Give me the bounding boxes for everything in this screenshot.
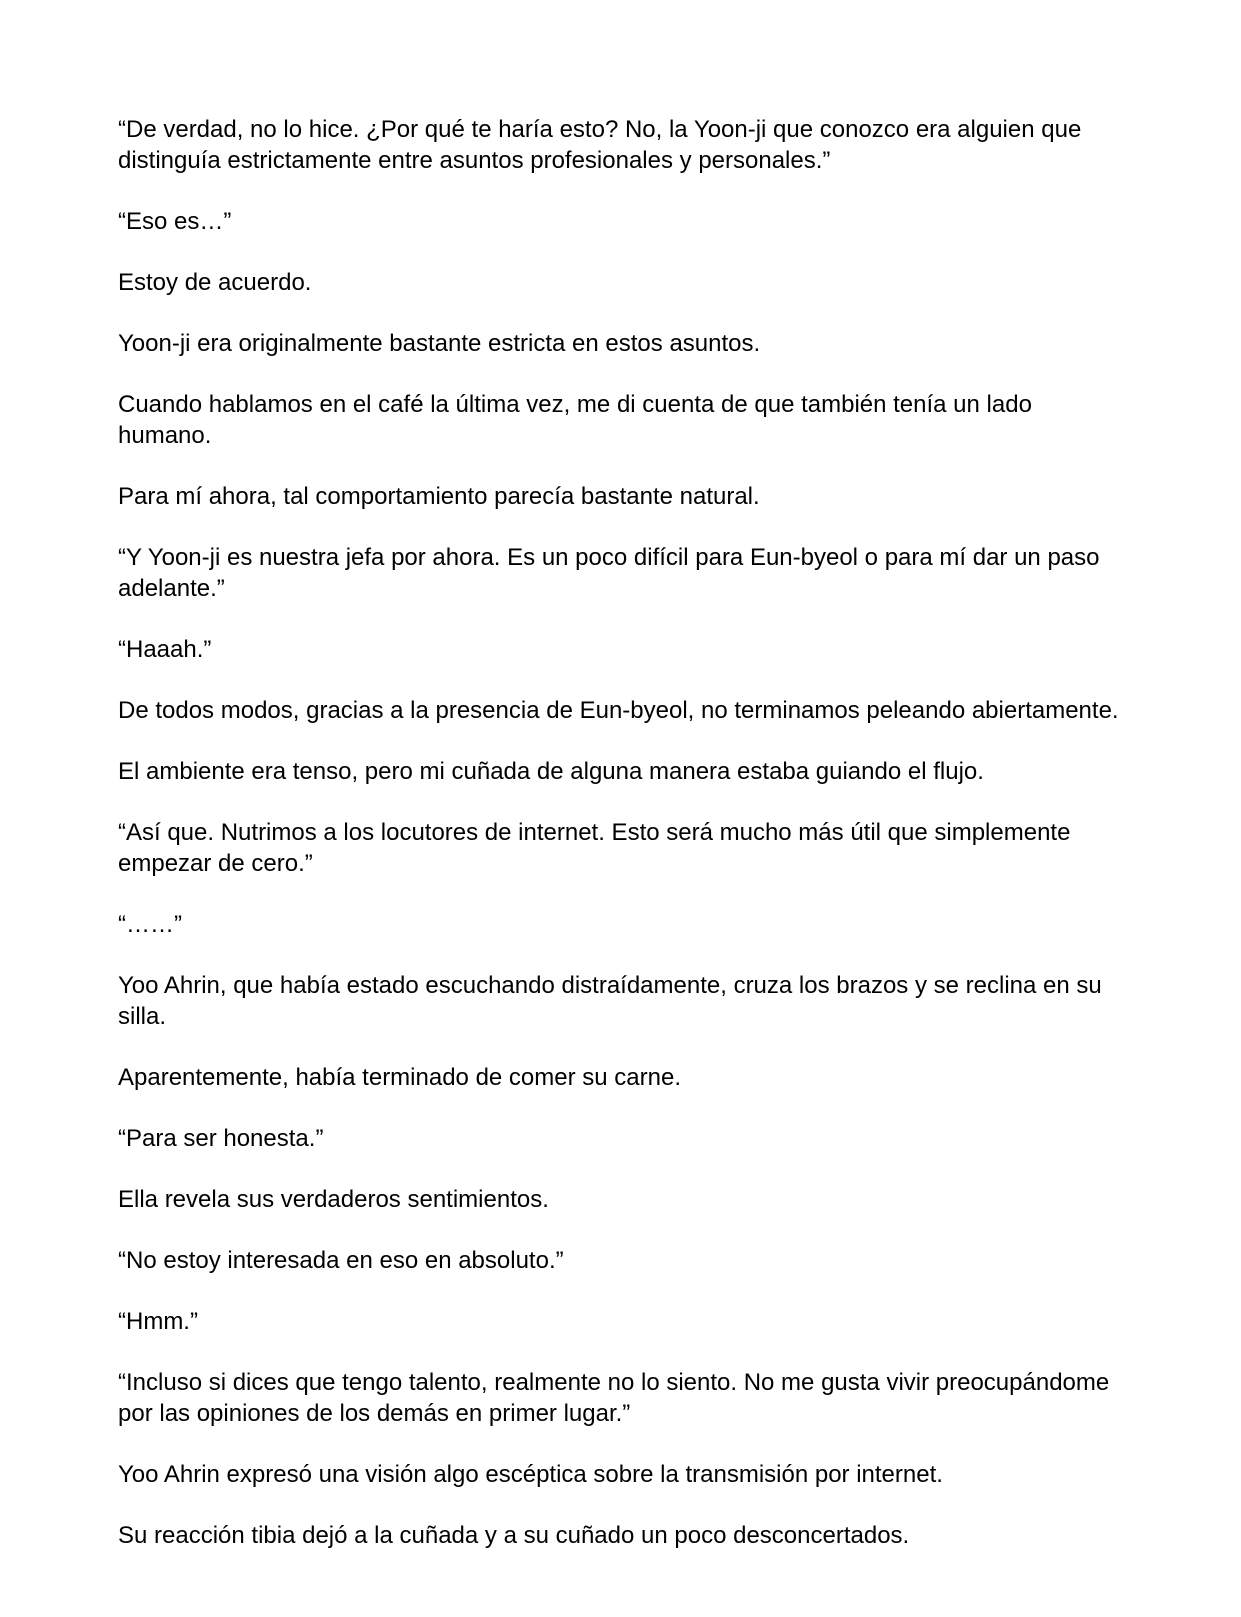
paragraph: “Haaah.” bbox=[118, 636, 212, 663]
paragraph: “No estoy interesada en eso en absoluto.” bbox=[118, 1247, 564, 1274]
paragraph: Aparentemente, había terminado de comer su carne. bbox=[118, 1064, 681, 1091]
paragraph: “Eso es…” bbox=[118, 208, 232, 235]
document-page bbox=[118, 114, 1128, 1581]
paragraph: Su reacción tibia dejó a la cuñada y a su cuñado un poco desconcertados. bbox=[118, 1522, 910, 1549]
paragraph: El ambiente era tenso, pero mi cuñada de alguna manera estaba guiando el flujo. bbox=[118, 758, 984, 785]
paragraph: “Para ser honesta.” bbox=[118, 1125, 324, 1152]
paragraph: Yoon-ji era originalmente bastante estricta en estos asuntos. bbox=[118, 330, 761, 357]
paragraph: Ella revela sus verdaderos sentimientos. bbox=[118, 1186, 549, 1213]
paragraph: Cuando hablamos en el café la última vez, me di cuenta de que también tenía un lado humano. bbox=[118, 391, 1032, 449]
paragraph: Para mí ahora, tal comportamiento parecía bastante natural. bbox=[118, 483, 760, 510]
paragraph: “Incluso si dices que tengo talento, realmente no lo siento. No me gusta vivir preocupándome por las opiniones de los demás en primer lugar.” bbox=[118, 1369, 1110, 1427]
paragraph: “Y Yoon-ji es nuestra jefa por ahora. Es un poco difícil para Eun-byeol o para mí dar un paso adelante.” bbox=[118, 544, 1100, 602]
paragraph: “Hmm.” bbox=[118, 1308, 198, 1335]
paragraph: Yoo Ahrin expresó una visión algo escéptica sobre la transmisión por internet. bbox=[118, 1461, 943, 1488]
paragraph: “De verdad, no lo hice. ¿Por qué te haría esto? No, la Yoon-ji que conozco era alguien que distinguía estrictamente entre asuntos profesionales y personales.” bbox=[118, 116, 1082, 174]
paragraph: Estoy de acuerdo. bbox=[118, 269, 312, 296]
paragraph: “……” bbox=[118, 911, 182, 938]
paragraph: Yoo Ahrin, que había estado escuchando distraídamente, cruza los brazos y se reclina en su silla. bbox=[118, 972, 1102, 1030]
paragraph: De todos modos, gracias a la presencia de Eun-byeol, no terminamos peleando abiertamente. bbox=[118, 697, 1119, 724]
paragraph: “Así que. Nutrimos a los locutores de internet. Esto será mucho más útil que simplemente empezar de cero.” bbox=[118, 819, 1071, 877]
